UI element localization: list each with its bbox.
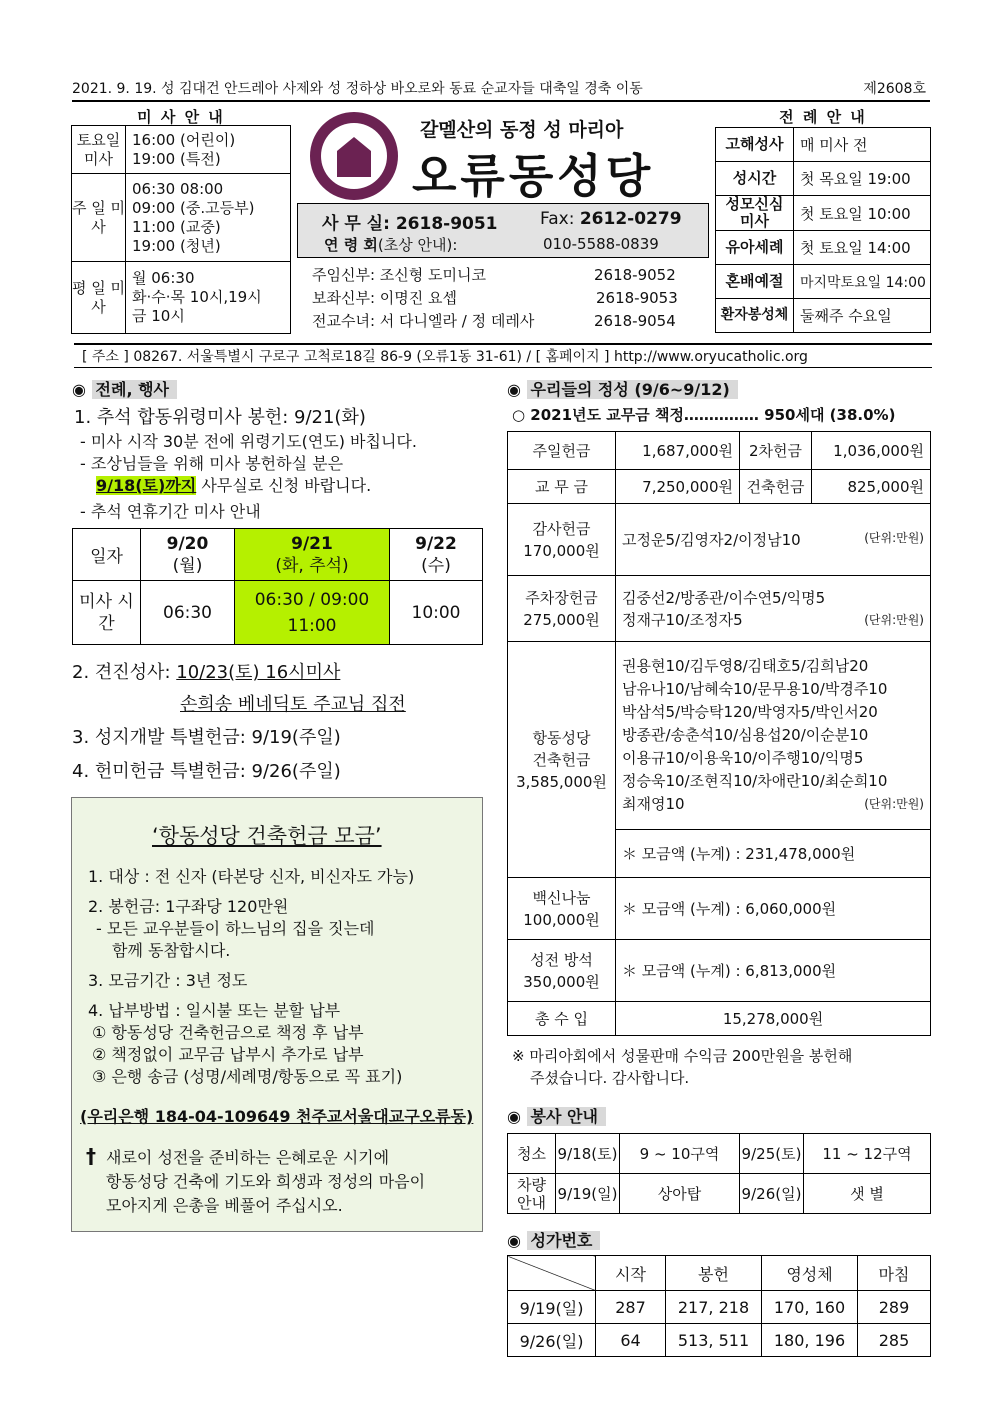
hymn-cell: 64 <box>596 1324 666 1357</box>
parking-key <box>508 576 616 642</box>
offer-key: 2차헌금 <box>740 432 812 470</box>
date-line-text: 2021. 9. 19. 성 김대건 안드레아 사제와 성 정하상 바오로와 동료 순교자들 대축일 경축 이동 <box>72 81 643 97</box>
offer-key: 주차장헌금 <box>525 588 598 607</box>
prayer-line: 모아지게 은총을 베풀어 주십시오. <box>106 1196 343 1215</box>
mass-line: 06:30 08:00 <box>132 179 224 198</box>
bank-account: (우리은행 184-04-109649 천주교서울대교구오류동) <box>80 1107 474 1126</box>
hymn-heading: ◉ 성가번호 <box>507 1228 600 1251</box>
liturgy-key: 혼배예절 <box>716 265 794 299</box>
sched-time: 06:30 / 09:00 <box>254 589 370 610</box>
hymn-col: 봉헌 <box>666 1256 762 1291</box>
office-phone: 2618-9051 <box>395 214 498 234</box>
liturgy-title: 전 례 안 내 <box>779 108 867 126</box>
mass-val-sat <box>126 126 291 174</box>
church-name: 오류동성당 <box>412 149 655 203</box>
sched-head: 일자 <box>73 529 141 581</box>
mat-key <box>508 940 616 1002</box>
svc-cell: 11 ~ 12구역 <box>804 1134 931 1174</box>
mat-total: ＊ 모금액 (누계) : 6,813,000원 <box>616 940 931 1002</box>
donor-list: 정재구10/조정자5 <box>622 610 743 629</box>
note-line: 주셨습니다. 감사합니다. <box>530 1069 690 1087</box>
offer-key: 백신나눔 <box>532 888 591 907</box>
issue-number: 제2608호 <box>863 81 926 97</box>
fund-line: 2. 봉헌금: 1구좌당 120만원 <box>88 897 289 916</box>
parking-names <box>616 576 931 642</box>
mass-info-title: 미 사 안 내 <box>137 108 225 126</box>
donor-list: 정승욱10/조현직10/차애란10/최순희10 <box>622 772 888 790</box>
offer-key: 항동성당 <box>532 728 591 747</box>
mass-line: 화·수·목 10시,19시 <box>132 288 262 306</box>
offer-amount: 275,000원 <box>523 610 600 629</box>
donor-list: 고정운5/김영자2/이정남10 <box>622 531 801 549</box>
hymn-col: 영성체 <box>762 1256 858 1291</box>
prayer-line: 항동성당 건축에 기도와 희생과 정성의 마음이 <box>106 1172 426 1191</box>
offering-heading: ◉ 우리들의 정성 (9/6~9/12) <box>507 377 738 400</box>
mass-key-sat: 토요일 미사 <box>72 126 126 174</box>
donor-list: 박삼석5/박승탁120/박영자5/박인서20 <box>622 703 878 721</box>
offer-amount: 170,000원 <box>523 541 600 560</box>
offering-heading-text: 우리들의 정성 (9/6~9/12) <box>527 380 738 399</box>
event-item4: 4. 헌미헌금 특별헌금: 9/26(주일) <box>72 761 341 782</box>
staff-name: 서 다니엘라 / 정 데레사 <box>379 312 535 330</box>
mass-line: 금 10시 <box>132 307 185 325</box>
liturgy-value: 마지막토요일 14:00 <box>794 265 931 299</box>
offer-amount: 3,585,000원 <box>516 772 607 791</box>
staff-role: 주임신부: <box>312 266 376 284</box>
liturgy-value: 첫 토요일 10:00 <box>794 196 931 231</box>
liturgy-key: 성시간 <box>716 162 794 196</box>
mass-val-sun <box>126 174 291 262</box>
offer-key: 건축헌금 <box>532 750 591 769</box>
hymn-col: 마침 <box>858 1256 931 1291</box>
fund-line: 4. 납부방법 : 일시불 또는 분할 납부 <box>88 1001 341 1020</box>
fax-label: Fax: <box>540 209 575 229</box>
staff-name: 조신형 도미니코 <box>379 266 486 284</box>
svc-cell: 9/19(일) <box>556 1174 620 1214</box>
mass-line: 16:00 (어린이) <box>132 130 236 149</box>
thanks-names <box>616 504 931 576</box>
staff-list <box>312 264 712 333</box>
liturgy-value: 첫 토요일 14:00 <box>794 231 931 265</box>
sched-time-1 <box>235 581 390 645</box>
event-item2-date: 10/23(토) 16시미사 <box>176 662 341 683</box>
hymn-cell: 9/19(일) <box>508 1291 596 1324</box>
offer-key: 교 무 금 <box>508 470 616 504</box>
office-label: 사 무 실: <box>322 214 390 234</box>
sched-dow: (화, 추석) <box>275 555 349 576</box>
events-item1 <box>74 405 494 523</box>
svc-cell: 청소 <box>508 1134 556 1174</box>
sched-time: 11:00 <box>287 615 337 636</box>
liturgy-key: 유아세례 <box>716 231 794 265</box>
svc-cell: 9 ~ 10구역 <box>620 1134 740 1174</box>
header-date-line <box>72 78 930 102</box>
hymn-cell: 513, 511 <box>666 1324 762 1357</box>
offer-value: 7,250,000원 <box>616 470 740 504</box>
funeral-label: 연 령 회 <box>324 236 378 254</box>
donor-list: 남유나10/남혜숙10/문무용10/박경주10 <box>622 680 888 698</box>
mass-line: 09:00 (중.고등부) <box>132 198 255 217</box>
thanks-key <box>508 504 616 576</box>
hangdong-names <box>616 642 931 830</box>
sched-dow: (수) <box>421 555 451 576</box>
liturgy-key: 성모신심 미사 <box>716 196 794 231</box>
staff-phone: 2618-9052 <box>594 266 676 284</box>
staff-role: 전교수녀: <box>312 312 376 330</box>
offer-amount: 350,000원 <box>523 972 600 991</box>
svc-cell: 9/26(일) <box>740 1174 804 1214</box>
fax-number: 2612-0279 <box>579 209 682 229</box>
dues-summary: ○ 2021년도 교무금 책정…………… 950세대 (38.0%) <box>512 406 896 424</box>
fund-line: ② 책정없이 교무금 납부시 추가로 납부 <box>92 1045 364 1064</box>
liturgy-key: 환자봉성체 <box>716 299 794 333</box>
funeral-phone: 010-5588-0839 <box>543 235 659 253</box>
svc-cell: 상아탑 <box>620 1174 740 1214</box>
hymn-heading-text: 성가번호 <box>527 1231 601 1250</box>
event-item2-bishop: 손희송 베네딕토 주교님 집전 <box>180 694 406 715</box>
donor-list: 권용현10/김두영8/김태호5/김희남20 <box>622 657 869 675</box>
prayer-line: 새로이 성전을 준비하는 은혜로운 시기에 <box>106 1148 390 1167</box>
service-heading-text: 봉사 안내 <box>527 1107 606 1126</box>
prayer-text <box>106 1146 425 1218</box>
staff-phone: 2618-9054 <box>594 312 676 330</box>
offer-amount: 100,000원 <box>523 910 600 929</box>
svc-cell: 샛 별 <box>804 1174 931 1214</box>
sched-day-0 <box>141 529 235 581</box>
staff-row <box>312 264 712 287</box>
offer-value: 825,000원 <box>812 470 931 504</box>
fund-title: ‘항동성당 건축헌금 모금’ <box>152 824 382 848</box>
unit-label: (단위:만원) <box>864 612 924 627</box>
liturgy-value: 첫 목요일 19:00 <box>794 162 931 196</box>
svc-cell: 9/18(토) <box>556 1134 620 1174</box>
donor-list: 최재영10 <box>622 795 685 813</box>
liturgy-key: 고해성사 <box>716 128 794 162</box>
staff-row <box>312 287 712 310</box>
svc-cell: 9/25(토) <box>740 1134 804 1174</box>
fund-line: - 모든 교우분들이 하느님의 집을 짓는데 <box>96 919 375 938</box>
fund-line: 3. 모금기간 : 3년 정도 <box>88 971 248 990</box>
service-heading: ◉ 봉사 안내 <box>507 1104 606 1127</box>
mass-line: 11:00 (교중) <box>132 217 221 236</box>
offer-value: 1,036,000원 <box>812 432 931 470</box>
liturgy-value: 매 미사 전 <box>794 128 931 162</box>
event-item1-line: - 추석 연휴기간 미사 안내 <box>80 502 261 521</box>
mass-line: 19:00 (특전) <box>132 149 221 168</box>
address-bar: [ 주소 ] 08267. 서울특별시 구로구 고척로18길 86-9 (오류1동 31-61) / [ 홈페이지 ] http://www.oryucatholic.org <box>74 343 932 368</box>
events-heading: ◉ 전례, 행사 <box>72 377 177 400</box>
staff-role: 보좌신부: <box>312 289 376 307</box>
hymn-cell: 180, 196 <box>762 1324 858 1357</box>
offer-key: 건축헌금 <box>740 470 812 504</box>
vax-key <box>508 878 616 940</box>
offering-table <box>507 431 931 1036</box>
mass-key-weekday: 평 일 미 사 <box>72 262 126 334</box>
hymn-cell: 170, 160 <box>762 1291 858 1324</box>
donor-list: 방종관/송춘석10/심용섭20/이순분10 <box>622 726 869 744</box>
hymn-corner <box>508 1256 596 1291</box>
offer-key: 주일헌금 <box>508 432 616 470</box>
note-line: ※ 마리아회에서 성물판매 수익금 200만원을 봉헌해 <box>512 1047 853 1065</box>
event-item2 <box>72 658 340 684</box>
sched-date: 9/21 <box>291 533 333 554</box>
sched-time-head: 미사 시간 <box>73 581 141 645</box>
hangdong-key <box>508 642 616 878</box>
fund-line: ① 항동성당 건축헌금으로 책정 후 납부 <box>92 1023 364 1042</box>
mass-info-table <box>71 125 291 334</box>
hymn-col: 시작 <box>596 1256 666 1291</box>
mass-line: 월 06:30 <box>132 269 195 287</box>
unit-label: (단위:만원) <box>864 531 924 545</box>
sched-time: 10:00 <box>390 581 483 645</box>
fund-line: ③ 은행 송금 (성명/세례명/항동으로 꼭 표기) <box>92 1067 403 1086</box>
event-item3: 3. 성지개발 특별헌금: 9/19(주일) <box>72 727 341 748</box>
event-item1-title: 1. 추석 합동위령미사 봉헌: 9/21(화) <box>74 407 366 428</box>
event-item1-line: - 조상님들을 위해 미사 봉헌하실 분은 <box>80 454 344 473</box>
svc-cell: 차량 안내 <box>508 1174 556 1214</box>
offer-key: 성전 방석 <box>530 950 593 969</box>
sched-date: 9/22 <box>415 533 457 554</box>
event-item1-line: - 미사 시작 30분 전에 위령기도(연도) 바칩니다. <box>80 432 417 451</box>
unit-label: (단위:만원) <box>864 797 924 811</box>
funeral-note: (초상 안내): <box>377 236 458 254</box>
offer-value: 1,687,000원 <box>616 432 740 470</box>
fund-line: 1. 대상 : 전 신자 (타본당 신자, 비신자도 가능) <box>88 867 415 886</box>
fund-details <box>88 866 478 1088</box>
events-heading-text: 전례, 행사 <box>92 380 177 399</box>
sched-date: 9/20 <box>166 533 209 554</box>
service-table <box>507 1133 931 1214</box>
church-seal-icon <box>310 112 398 200</box>
staff-phone: 2618-9053 <box>596 289 678 307</box>
hymn-cell: 285 <box>858 1324 931 1357</box>
deadline-highlight: 9/18(토)까지 <box>96 476 197 495</box>
cross-icon: † <box>86 1144 96 1168</box>
mass-val-weekday <box>126 262 291 334</box>
donor-list: 이용규10/이용욱10/이주행10/익명5 <box>622 749 864 767</box>
total-value: 15,278,000원 <box>616 1002 931 1036</box>
hymn-table <box>507 1255 931 1357</box>
fund-line: 함께 동참합시다. <box>112 941 231 960</box>
church-subtitle: 갈멜산의 동정 성 마리아 <box>420 119 624 141</box>
sched-time: 06:30 <box>141 581 235 645</box>
vax-total: ＊ 모금액 (누계) : 6,060,000원 <box>616 878 931 940</box>
hymn-cell: 217, 218 <box>666 1291 762 1324</box>
holiday-mass-table <box>72 528 483 645</box>
hymn-cell: 289 <box>858 1291 931 1324</box>
liturgy-value: 둘째주 수요일 <box>794 299 931 333</box>
sched-day-2 <box>390 529 483 581</box>
mass-line: 19:00 (청년) <box>132 236 221 255</box>
event-item2-label: 2. 견진성사: <box>72 662 171 683</box>
hangdong-total: ＊ 모금액 (누계) : 231,478,000원 <box>616 830 931 878</box>
staff-row <box>312 310 712 333</box>
building-fund-box <box>71 797 483 1232</box>
thanks-note <box>512 1045 852 1089</box>
sched-day-1 <box>235 529 390 581</box>
hymn-cell: 287 <box>596 1291 666 1324</box>
mass-key-sun: 주 일 미 사 <box>72 174 126 262</box>
liturgy-table <box>715 127 931 333</box>
sched-dow: (월) <box>172 555 203 576</box>
office-contact-box <box>297 203 709 258</box>
offer-key: 감사헌금 <box>532 519 591 538</box>
donor-list: 김중선2/방종관/이수연5/익명5 <box>622 588 826 607</box>
hymn-cell: 9/26(일) <box>508 1324 596 1357</box>
total-key: 총 수 입 <box>508 1002 616 1036</box>
event-item1-line: 사무실로 신청 바랍니다. <box>196 476 372 495</box>
staff-name: 이명진 요셉 <box>379 289 458 307</box>
